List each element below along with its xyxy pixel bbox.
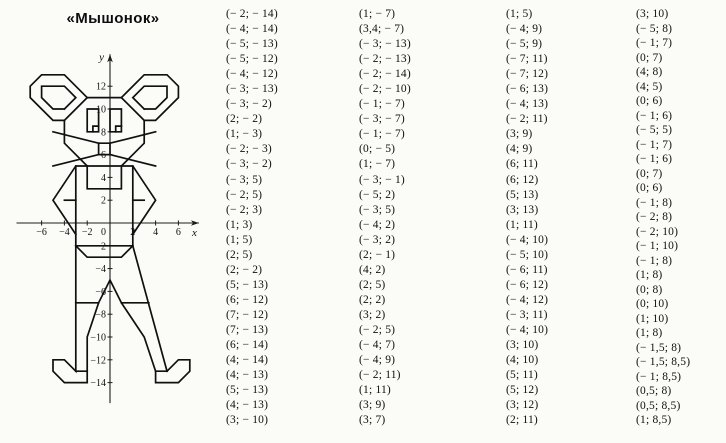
coordinate-plane-svg (0, 46, 220, 438)
figure-stroke-left-ear-inner (42, 86, 76, 109)
coordinate-pair: (3; 13) (506, 203, 539, 216)
coordinate-pair: (4; 8) (636, 66, 663, 78)
y-tick-label: −4 (95, 264, 106, 276)
coordinate-pair: (1; 11) (506, 218, 538, 231)
x-tick-label: 0 (101, 227, 106, 238)
coordinate-pair: (− 4; 7) (359, 339, 396, 352)
coordinate-pair: (1; 3) (226, 218, 253, 231)
coordinate-pair: (3; 12) (506, 399, 539, 412)
coordinate-pair: (− 2; 5) (226, 188, 263, 201)
coordinate-pair: (− 5; − 13) (226, 38, 278, 51)
coordinate-pair: (− 1; 8) (636, 254, 673, 267)
coordinate-pair: (4; 9) (506, 143, 533, 156)
y-tick-label: 6 (101, 150, 106, 162)
coordinate-pair: (− 1; 6) (636, 153, 673, 165)
coordinate-pair: (− 5; 5) (636, 124, 673, 136)
x-tick-label: 4 (153, 227, 159, 238)
y-axis-label: y (99, 51, 104, 64)
x-tick-label: −4 (59, 227, 70, 238)
coordinate-pair: (1; 8) (636, 269, 663, 281)
coordinate-pair: (− 2; 3) (226, 203, 263, 216)
coordinate-pair: (6; 11) (506, 158, 538, 171)
coordinate-pair: (− 3; 5) (359, 203, 396, 216)
coords-column-3 (506, 9, 634, 430)
coordinate-pair: (− 4; − 12) (226, 68, 278, 81)
coordinate-pair: (− 5; 2) (359, 188, 396, 201)
coordinate-pair: (1; 5) (226, 233, 253, 246)
coordinate-pair: (3; 9) (506, 128, 533, 141)
coordinate-pair: (0; 7) (636, 167, 663, 180)
coordinate-pair: (5; 13) (506, 188, 539, 201)
coordinate-pair: (5; 12) (506, 384, 539, 397)
coordinate-pair: (− 1; 8,5) (636, 370, 682, 383)
coordinate-pair: (4; − 13) (226, 399, 269, 412)
coordinate-pair: (3; 10) (506, 339, 539, 352)
coordinate-pair: (− 2; − 10) (359, 83, 411, 96)
coordinate-pair: (3,4; − 7) (359, 23, 405, 36)
y-tick-label: −14 (90, 378, 106, 390)
coordinate-pair: (− 6; 12) (506, 278, 549, 291)
coordinate-pair: (1; − 7) (359, 8, 396, 20)
coordinate-pair: (3; 7) (359, 414, 386, 427)
figure-stroke-left-foot-and-leg (53, 246, 87, 383)
coordinate-pair: (1; 11) (359, 384, 391, 397)
coordinate-pair: (− 4; 13) (506, 98, 549, 111)
x-tick-label: −2 (81, 227, 93, 238)
coordinate-pair: (4; 10) (506, 354, 539, 367)
coordinate-pair: (− 4; 9) (506, 23, 543, 36)
x-tick-label: 2 (130, 227, 136, 238)
coordinate-pair: (− 3; − 13) (359, 38, 411, 51)
coordinate-pair: (− 1; − 7) (359, 98, 405, 111)
coordinate-pair: (3; − 10) (226, 414, 269, 427)
coordinate-pair: (− 4; − 14) (226, 23, 278, 36)
coordinate-pair: (2; 5) (359, 278, 386, 291)
coordinate-pair: (− 3; 11) (506, 308, 548, 321)
coordinate-pair: (− 3; − 13) (226, 83, 278, 96)
coordinate-pair: (− 3; 2) (359, 233, 396, 246)
coordinate-pair: (4; 5) (636, 80, 663, 93)
coordinate-pair: (0; − 5) (359, 143, 396, 156)
coordinate-pair: (− 7; 11) (506, 53, 548, 66)
coordinate-pair: (− 1; 7) (636, 138, 673, 151)
coords-column-2 (359, 9, 487, 430)
coordinate-pair: (3; 10) (636, 8, 669, 20)
coordinate-pair: (− 5; 8) (636, 22, 673, 35)
y-tick-label: −2 (95, 241, 106, 253)
coordinate-pair: (1; 10) (636, 312, 669, 325)
coordinate-pair: (− 1; 8) (636, 196, 673, 209)
coordinate-pair: (1; − 7) (359, 158, 396, 171)
coordinate-pair: (0; 6) (636, 95, 663, 107)
x-axis-label: x (192, 227, 197, 239)
coordinate-pair: (1; 8,5) (636, 414, 672, 426)
figure-stroke-right-ear-inner (133, 86, 167, 109)
coordinate-pair: (− 1; − 7) (359, 128, 405, 141)
y-tick-label: 2 (101, 195, 106, 207)
coordinate-pair: (6; − 12) (226, 293, 269, 306)
figure-stroke-left-foot-top (76, 371, 87, 382)
coordinate-pair: (0; 10) (636, 298, 669, 310)
y-tick-label: −6 (95, 286, 106, 298)
coordinate-pair: (− 4; 12) (506, 293, 549, 306)
coordinate-pair: (− 1; 6) (636, 109, 673, 122)
coordinate-pair: (1; 8) (636, 327, 663, 339)
coordinate-pair: (3; 2) (359, 308, 386, 321)
coords-column-4 (636, 9, 726, 430)
coordinate-pair: (− 3; 5) (226, 173, 263, 186)
coordinate-pair: (− 1,5; 8,5) (636, 356, 691, 368)
coordinate-plane (0, 46, 220, 438)
coordinate-pair: (− 4; 2) (359, 218, 396, 231)
y-tick-label: −8 (95, 309, 106, 321)
coordinate-pair: (3; 9) (359, 399, 386, 412)
page-title: «Мышонок» (66, 10, 160, 27)
coordinate-pair: (− 2; 8) (636, 211, 673, 223)
coordinate-pair: (− 2; 11) (359, 369, 401, 382)
coordinate-pair: (− 1; 7) (636, 37, 673, 49)
coordinate-pair: (− 3; − 1) (359, 173, 405, 186)
coordinate-pair: (5; − 13) (226, 384, 269, 397)
coordinate-pair: (− 5; 10) (506, 248, 549, 261)
coordinate-pair: (0; 8) (636, 283, 663, 296)
coordinate-pair: (− 2; − 3) (226, 143, 272, 156)
coordinate-pair: (6; − 14) (226, 339, 269, 352)
y-tick-label: 10 (96, 104, 106, 116)
coordinate-pair: (− 2; 5) (359, 323, 396, 336)
coordinate-pair: (7; − 12) (226, 308, 269, 321)
coordinate-pair: (2; 11) (506, 414, 538, 427)
coordinate-pair: (− 4; 10) (506, 233, 549, 246)
coordinate-pair: (0,5; 8) (636, 385, 672, 397)
coordinate-pair: (− 1; 10) (636, 240, 679, 252)
coordinate-pair: (− 1,5; 8) (636, 341, 682, 354)
y-tick-label: 8 (101, 127, 106, 139)
coordinate-pair: (2; − 2) (226, 113, 263, 126)
coordinate-pair: (− 4; 10) (506, 323, 549, 336)
coordinate-pair: (− 2; − 14) (226, 8, 278, 20)
figure-stroke-right-pupil (116, 126, 122, 132)
x-tick-label: −6 (36, 227, 47, 238)
coordinate-pair: (2; 5) (226, 248, 253, 261)
coordinate-pair: (5; 11) (506, 369, 538, 382)
coordinate-pair: (− 5; − 12) (226, 53, 278, 66)
coordinate-pair: (− 7; 12) (506, 68, 549, 81)
y-tick-label: 12 (96, 81, 106, 93)
coordinate-pair: (1; − 3) (226, 128, 263, 141)
coordinate-pair: (− 3; − 2) (226, 98, 272, 111)
coordinate-pair: (− 3; − 2) (226, 158, 272, 171)
figure-stroke-right-ear-outer (121, 75, 178, 121)
coordinate-pair: (5; − 13) (226, 278, 269, 291)
figure-stroke-left-ear-outer (30, 75, 87, 121)
coordinate-pair: (− 2; 10) (636, 225, 679, 238)
coordinate-pair: (2; − 1) (359, 248, 396, 261)
coordinate-pair: (1; 5) (506, 8, 533, 20)
coordinate-pair: (7; − 13) (226, 323, 269, 336)
coordinate-pair: (0; 6) (636, 182, 663, 194)
coordinate-pair: (4; − 14) (226, 354, 269, 367)
y-tick-label: −10 (90, 332, 106, 344)
coordinate-pair: (4; − 13) (226, 369, 269, 382)
y-tick-label: −12 (90, 355, 106, 367)
coordinate-pair: (− 2; − 14) (359, 68, 411, 81)
coordinate-pair: (4; 2) (359, 263, 386, 276)
coordinate-pair: (6; 12) (506, 173, 539, 186)
x-tick-label: 6 (175, 227, 181, 238)
figure-stroke-left-pupil (93, 126, 99, 132)
coords-column-1 (226, 9, 354, 430)
y-tick-label: 4 (101, 172, 106, 184)
coordinate-pair: (− 2; − 13) (359, 53, 411, 66)
coordinate-pair: (0,5; 8,5) (636, 399, 681, 412)
coordinate-pair: (− 3; − 7) (359, 113, 405, 126)
coordinate-pair: (0; 7) (636, 51, 663, 64)
coordinate-pair: (2; − 2) (226, 263, 263, 276)
coordinate-pair: (− 2; 11) (506, 113, 548, 126)
coordinate-pair: (2; 2) (359, 293, 386, 306)
coordinate-pair: (− 6; 11) (506, 263, 548, 276)
coordinate-pair: (− 4; 9) (359, 354, 396, 367)
figure-stroke-right-foot (156, 360, 190, 383)
coordinate-pair: (− 6; 13) (506, 83, 549, 96)
coordinate-pair: (− 5; 9) (506, 38, 543, 51)
